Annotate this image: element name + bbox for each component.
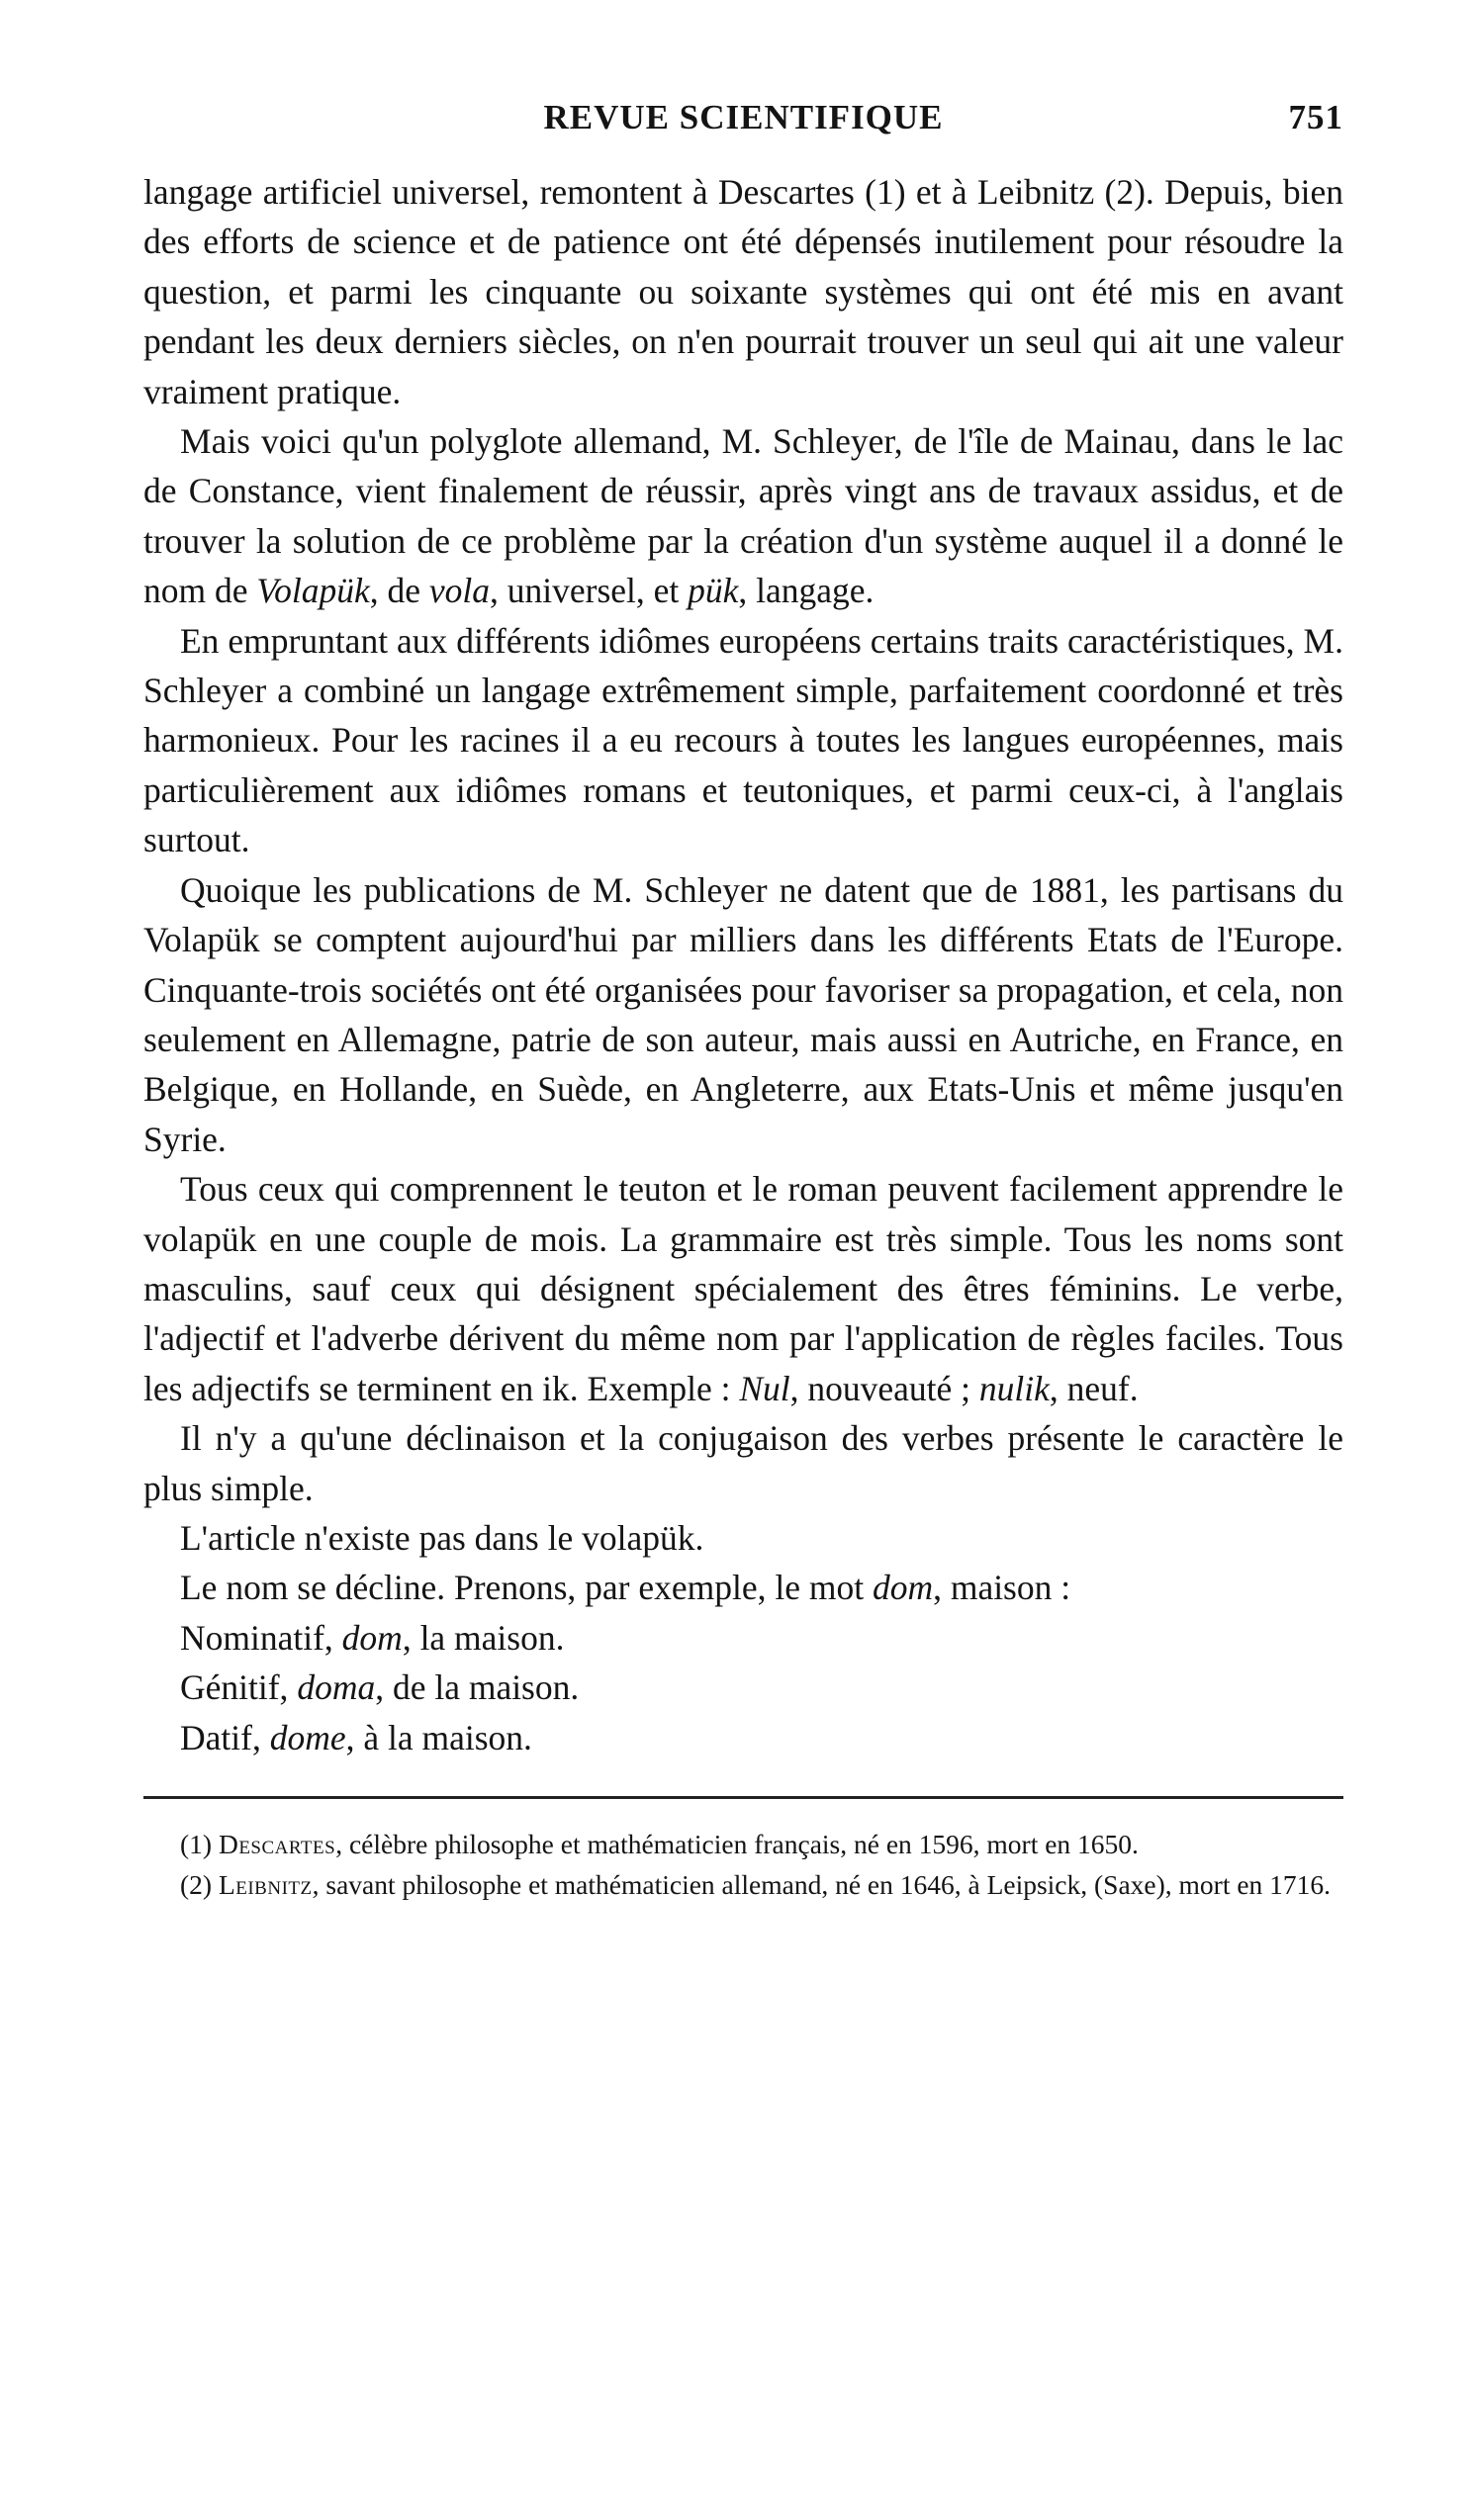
paragraph-5-text-b: , nouveauté ; [789, 1368, 979, 1408]
declension-genitive [143, 1663, 1343, 1712]
declension-genitive-label: Génitif, [180, 1667, 298, 1708]
footnote-2-name: Leibnitz [218, 1868, 313, 1900]
paragraph-1: langage artificiel universel, remontent à Descartes (1) et à Leibnitz (2). Depuis, bien des efforts de science et de patience ont été dépensés inutilement pour résoudre la question, et parmi les cinquante ou soixante systèmes qui ont été mis en avant pendant les deux derniers siècles, on n'en pourrait trouver un seul qui ait une valeur vraiment pratique. [143, 172, 1343, 411]
declension-nominative [143, 1613, 1343, 1663]
paragraph-2-text-a: Mais voici qu'un polyglote allemand, M. Schleyer, de l'île de Mainau, dans le lac de Constance, vient finalement de réussir, après vingt ans de travaux assidus, et de trouver la solution de ce problème par la création d'un système auquel il a donné le nom de [143, 421, 1343, 611]
body-text [143, 167, 1343, 1762]
term-volapuk: Volapük [256, 571, 370, 611]
paragraph-3: En empruntant aux différents idiômes européens certains traits caractéristiques, M. Schleyer a combiné un langage extrêmement simple, parfaitement coordonné et très harmonieux. Pour les racines il a eu recours à toutes les langues européennes, mais particulièrement aux idiômes romans et teutoniques, et parmi ceux-ci, à l'anglais surtout. [143, 620, 1343, 860]
paragraph-8-text-b: , maison : [933, 1568, 1071, 1608]
footnote-2-text: , savant philosophe et mathématicien allemand, né en 1646, à Leipsick, (Saxe), mort en 1716. [312, 1868, 1332, 1900]
declension-nominative-word: dom [341, 1617, 403, 1658]
declension-genitive-word: doma [297, 1667, 376, 1708]
declension-dative-word: dome [269, 1717, 346, 1757]
term-nul: Nul [739, 1368, 790, 1408]
declension-nominative-label: Nominatif, [180, 1617, 342, 1658]
term-puk: pük [688, 571, 739, 611]
declension-dative-label: Datif, [180, 1717, 270, 1757]
declension-genitive-meaning: , de la maison. [375, 1667, 580, 1708]
footnote-1 [143, 1825, 1343, 1865]
paragraph-5-text-a: Tous ceux qui comprennent le teuton et le roman peuvent facilement apprendre le volapük en une couple de mois. La grammaire est très simple. Tous les noms sont masculins, sauf ceux qui désignent spécialement des êtres féminins. Le verbe, l'adjectif et l'adverbe dérivent du même nom par l'application de règles faciles. Tous les adjectifs se terminent en ik. Exemple : [143, 1169, 1343, 1408]
footnote-1-marker: (1) [180, 1829, 219, 1859]
running-title: REVUE SCIENTIFIQUE [543, 98, 944, 136]
paragraph-8 [143, 1563, 1343, 1612]
term-dom: dom [872, 1568, 934, 1608]
book-page [143, 94, 1343, 1905]
paragraph-5 [143, 1164, 1343, 1413]
footnote-divider [143, 1796, 1343, 1799]
page-number: 751 [1288, 98, 1343, 136]
term-nulik: nulik [978, 1368, 1050, 1408]
footnotes [143, 1825, 1343, 1905]
declension-dative [143, 1713, 1343, 1762]
paragraph-6: Il n'y a qu'une déclinaison et la conjugaison des verbes présente le caractère le plus simple. [143, 1418, 1343, 1508]
declension-dative-meaning: , à la maison. [345, 1717, 532, 1757]
footnote-1-name: Descartes [218, 1829, 336, 1859]
paragraph-7: L'article n'existe pas dans le volapük. [180, 1517, 704, 1558]
paragraph-2 [143, 416, 1343, 616]
paragraph-8-text-a: Le nom se décline. Prenons, par exemple, le mot [180, 1568, 873, 1608]
footnote-2 [143, 1865, 1343, 1906]
paragraph-2-text-b: , de [369, 571, 429, 611]
footnote-1-text: , célèbre philosophe et mathématicien français, né en 1596, mort en 1650. [335, 1829, 1139, 1859]
paragraph-2-text-d: , langage. [738, 571, 875, 611]
paragraph-2-text-c: , universel, et [490, 571, 689, 611]
term-vola: vola [428, 571, 491, 611]
declension-nominative-meaning: , la maison. [402, 1617, 565, 1658]
footnote-2-marker: (2) [180, 1868, 219, 1900]
paragraph-5-text-c: , neuf. [1049, 1368, 1139, 1408]
running-head [143, 94, 1343, 153]
paragraph-4: Quoique les publications de M. Schleyer ne datent que de 1881, les partisans du Volapük se comptent aujourd'hui par milliers dans les différents Etats de l'Europe. Cinquante-trois sociétés ont été organisées pour favoriser sa propagation, et cela, non seulement en Allemagne, patrie de son auteur, mais aussi en Autriche, en France, en Belgique, en Hollande, en Suède, en Angleterre, aux Etats-Unis et même jusqu'en Syrie. [143, 869, 1343, 1159]
